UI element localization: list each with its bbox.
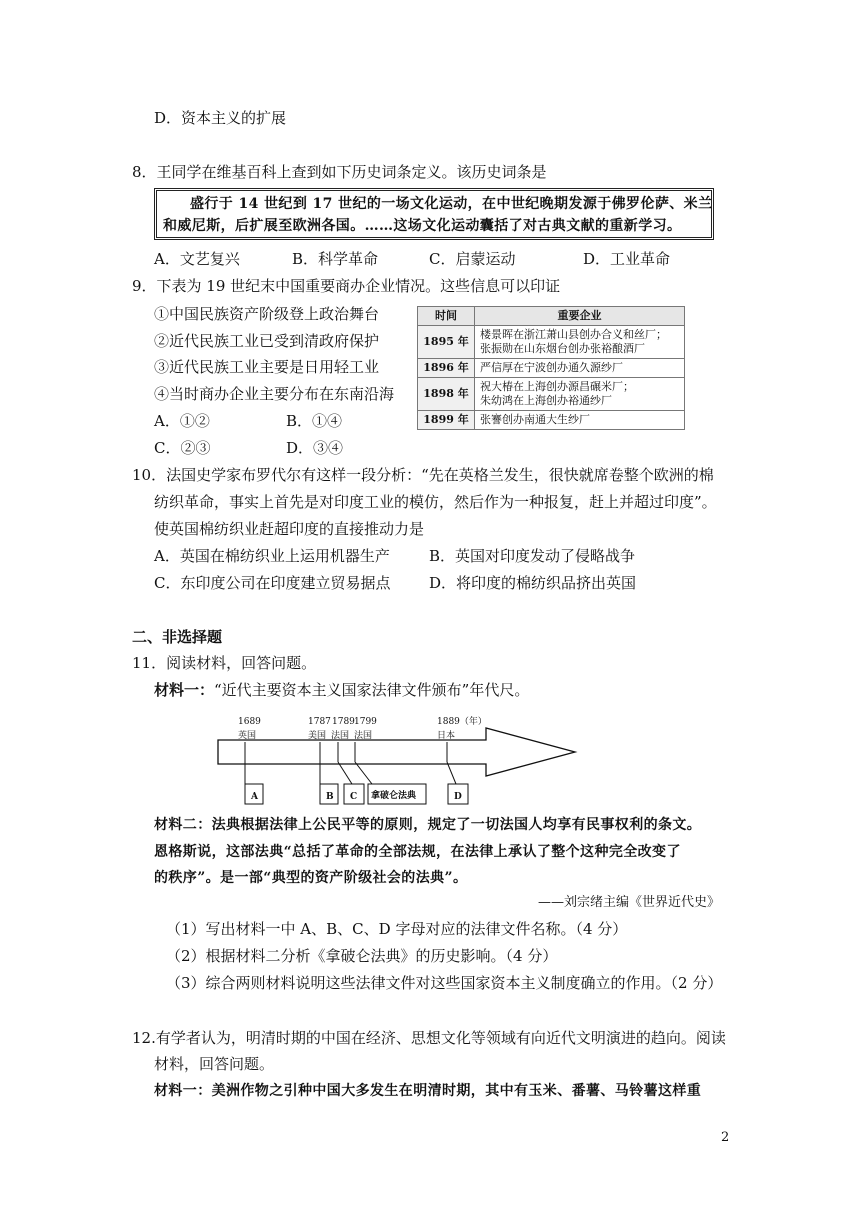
question-12-line-2: 材料，回答问题。 xyxy=(154,1055,275,1073)
table-cell-year: 1898 年 xyxy=(418,378,475,411)
timeline-arrow xyxy=(218,728,575,776)
definition-line-1: 盛行于 14 世纪到 17 世纪的一场文化运动，在中世纪晚期发源于佛罗伦萨、米兰 xyxy=(190,196,713,212)
q10-option-c: C．东印度公司在印度建立贸易据点 xyxy=(154,574,391,592)
enterprise-line: 张振勋在山东烟台创办张裕酿酒厂 xyxy=(480,342,645,355)
question-11-stem: 11．阅读材料，回答问题。 xyxy=(132,654,317,672)
q9-item-3: ③近代民族工业主要是日用轻工业 xyxy=(154,358,380,376)
enterprise-line: 张謇创办南通大生纱厂 xyxy=(480,413,590,426)
q12-material-1-label: 材料一： xyxy=(154,1083,212,1099)
q11-sub-2: （2）根据材料二分析《拿破仑法典》的历史影响。（4 分） xyxy=(166,947,558,965)
q11-sub-1: （1）写出材料一中 A、B、C、D 字母对应的法律文件名称。（4 分） xyxy=(166,920,628,938)
material-2-text: 法典根据法律上公民平等的原则，规定了一切法国人均享有民事权利的条文。 xyxy=(211,817,702,833)
material-2-line-3: 的秩序”。是一部“典型的资产阶级社会的法典”。 xyxy=(154,870,468,886)
question-12-line-1: 12.有学者认为，明清时期的中国在经济、思想文化等领域有向近代文明演进的趋向。阅读 xyxy=(132,1029,726,1047)
timeline-label-c: C xyxy=(350,792,358,802)
q9-item-1: ①中国民族资产阶级登上政治舞台 xyxy=(154,305,380,323)
table-header-time: 时间 xyxy=(418,307,475,326)
question-8-stem: 8．王同学在维基百科上查到如下历史词条定义。该历史词条是 xyxy=(132,163,547,181)
q12-material-1-line xyxy=(154,1081,701,1101)
material-2-source: ——刘宗绪主编《世界近代史》 xyxy=(538,895,721,910)
timeline-label-napoleon: 拿破仑法典 xyxy=(371,791,417,801)
q10-option-d: D．将印度的棉纺织品挤出英国 xyxy=(429,574,637,592)
question-9-stem: 9．下表为 19 世纪末中国重要商办企业情况。这些信息可以印证 xyxy=(132,277,561,295)
q10-option-b: B．英国对印度发动了侵略战争 xyxy=(429,547,636,565)
timeline-year-1: 1689 xyxy=(238,717,261,727)
timeline-year-2: 1787 xyxy=(308,717,331,727)
question-10-line-2: 纺织革命，事实上首先是对印度工业的模仿，然后作为一种报复，赶上并超过印度”。 xyxy=(154,493,717,511)
q9-item-2: ②近代民族工业已受到清政府保护 xyxy=(154,332,380,350)
timeline-year-4: 1799 xyxy=(354,717,377,727)
table-cell-year: 1896 年 xyxy=(418,359,475,378)
q12-material-1-text: 美洲作物之引种中国大多发生在明清时期，其中有玉米、番薯、马铃薯这样重 xyxy=(211,1083,702,1099)
timeline-country-3: 法国 xyxy=(331,731,350,741)
q9-option-d: D．③④ xyxy=(286,439,344,457)
material-2-line-2: 恩格斯说，这部法典“总括了革命的全部法规，在法律上承认了整个这种完全改变了 xyxy=(154,844,681,860)
table-cell-year: 1895 年 xyxy=(418,326,475,359)
page-number: 2 xyxy=(721,1130,730,1145)
question-10-line-1: 10．法国史学家布罗代尔有这样一段分析：“先在英格兰发生，很快就席卷整个欧洲的棉 xyxy=(132,466,714,484)
timeline-label-a: A xyxy=(251,792,258,802)
timeline-country-2: 美国 xyxy=(308,731,327,741)
q10-option-a: A．英国在棉纺织业上运用机器生产 xyxy=(154,547,390,565)
enterprise-line: 楼景晖在浙江萧山县创办合义和丝厂； xyxy=(480,328,667,341)
timeline-label-b: B xyxy=(326,792,334,802)
timeline-country-4: 法国 xyxy=(354,731,373,741)
timeline-country-5: 日本 xyxy=(437,731,456,741)
section-2-heading: 二、非选择题 xyxy=(132,628,223,646)
q8-option-a: A．文艺复兴 xyxy=(154,250,240,268)
enterprise-line: 朱幼鸿在上海创办裕通纱厂 xyxy=(480,394,612,407)
q8-option-b: B．科学革命 xyxy=(292,250,379,268)
timeline-year-3: 1789 xyxy=(332,717,355,727)
material-1-label: 材料一： xyxy=(154,681,215,699)
material-1-text: “近代主要资本主义国家法律文件颁布”年代尺。 xyxy=(214,681,530,699)
enterprise-line: 祝大椿在上海创办源昌碾米厂； xyxy=(480,380,634,393)
material-2-line-1 xyxy=(154,815,701,835)
timeline-year-5: 1889（年） xyxy=(437,717,487,727)
q8-option-c: C．启蒙运动 xyxy=(429,250,516,268)
option-d-line: D．资本主义的扩展 xyxy=(154,109,287,127)
q9-option-a: A．①② xyxy=(154,412,210,430)
q9-option-c: C．②③ xyxy=(154,439,211,457)
table-cell-year: 1899 年 xyxy=(418,411,475,430)
material-2-label: 材料二： xyxy=(154,817,212,833)
timeline-country-1: 英国 xyxy=(238,731,257,741)
definition-line-2: 和威尼斯，后扩展至欧洲各国。……这场文化运动囊括了对古典文献的重新学习。 xyxy=(163,218,682,234)
q9-option-b: B．①④ xyxy=(286,412,343,430)
question-10-line-3: 使英国棉纺织业赶超印度的直接推动力是 xyxy=(154,520,425,538)
table-header-enterprise: 重要企业 xyxy=(475,307,685,326)
q11-sub-3: （3）综合两则材料说明这些法律文件对这些国家资本主义制度确立的作用。（2 分） xyxy=(166,974,723,992)
timeline-label-d: D xyxy=(454,792,462,802)
enterprise-line: 严信厚在宁波创办通久源纱厂 xyxy=(480,361,623,374)
q9-item-4: ④当时商办企业主要分布在东南沿海 xyxy=(154,385,395,403)
q8-option-d: D．工业革命 xyxy=(583,250,671,268)
